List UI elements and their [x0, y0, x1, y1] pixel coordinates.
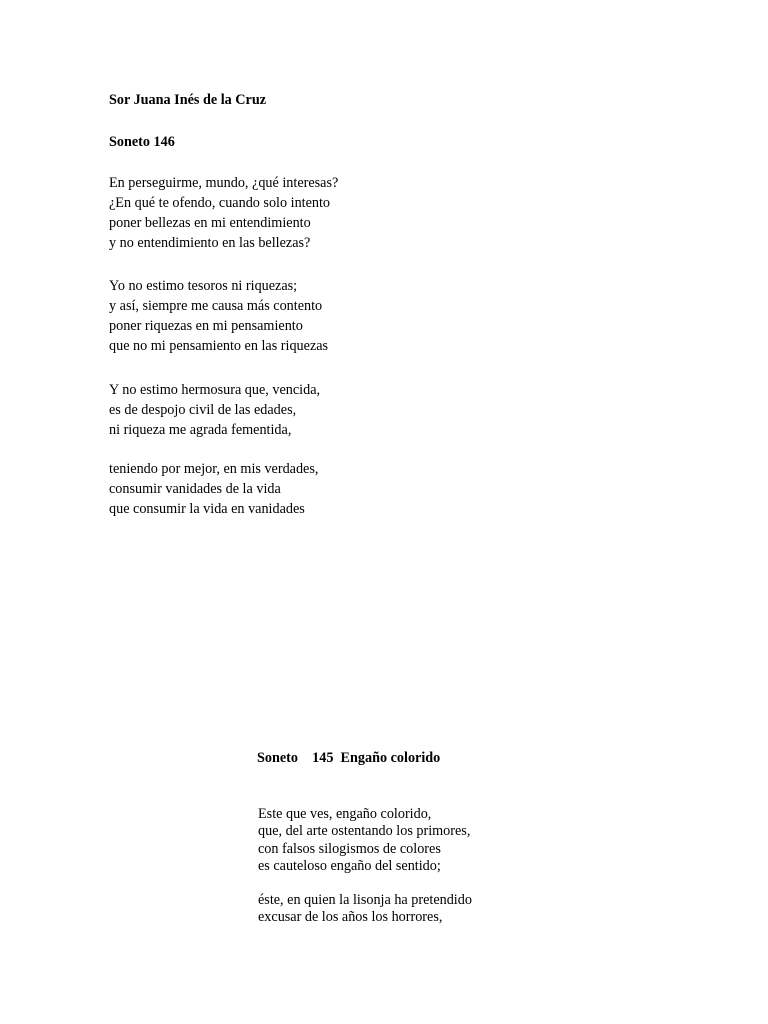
sonnet-146-stanza-1 [109, 173, 338, 253]
verse-line: excusar de los años los horrores, [258, 909, 443, 926]
sonnet-145-stanza-2 [258, 892, 472, 927]
sonnet-146-stanza-2 [109, 276, 328, 356]
verse-line: Yo no estimo tesoros ni riquezas; [109, 278, 298, 294]
verse-line: es de despojo civil de las edades, [109, 402, 297, 418]
sonnet-146-stanza-3 [109, 380, 320, 440]
sonnet-146-title: Soneto 146 [109, 134, 175, 150]
verse-line: Este que ves, engaño colorido, [258, 806, 432, 822]
verse-line: En perseguirme, mundo, ¿qué interesas? [109, 175, 339, 191]
verse-line: éste, en quien la lisonja ha pretendido [258, 892, 472, 908]
verse-line: consumir vanidades de la vida [109, 481, 281, 497]
sonnet-145-stanza-1 [258, 806, 470, 875]
sonnet-145-title: Soneto 145 Engaño colorido [257, 750, 441, 766]
verse-line: teniendo por mejor, en mis verdades, [109, 461, 319, 477]
verse-line: con falsos silogismos de colores [258, 840, 441, 857]
author-heading: Sor Juana Inés de la Cruz [109, 92, 267, 108]
verse-line: y así, siempre me causa más contento [109, 298, 323, 314]
verse-line: ni riqueza me agrada fementida, [109, 422, 292, 438]
verse-line: que no mi pensamiento en las riquezas [109, 338, 329, 354]
verse-line: que, del arte ostentando los primores, [258, 823, 471, 840]
verse-line: poner bellezas en mi entendimiento [109, 215, 311, 231]
verse-line: que consumir la vida en vanidades [109, 501, 305, 517]
verse-line: es cauteloso engaño del sentido; [258, 857, 441, 874]
verse-line: poner riquezas en mi pensamiento [109, 318, 303, 334]
sonnet-146-stanza-4 [109, 459, 318, 519]
verse-line: ¿En qué te ofendo, cuando solo intento [109, 195, 331, 211]
verse-line: Y no estimo hermosura que, vencida, [109, 382, 321, 398]
verse-line: y no entendimiento en las bellezas? [109, 235, 311, 251]
